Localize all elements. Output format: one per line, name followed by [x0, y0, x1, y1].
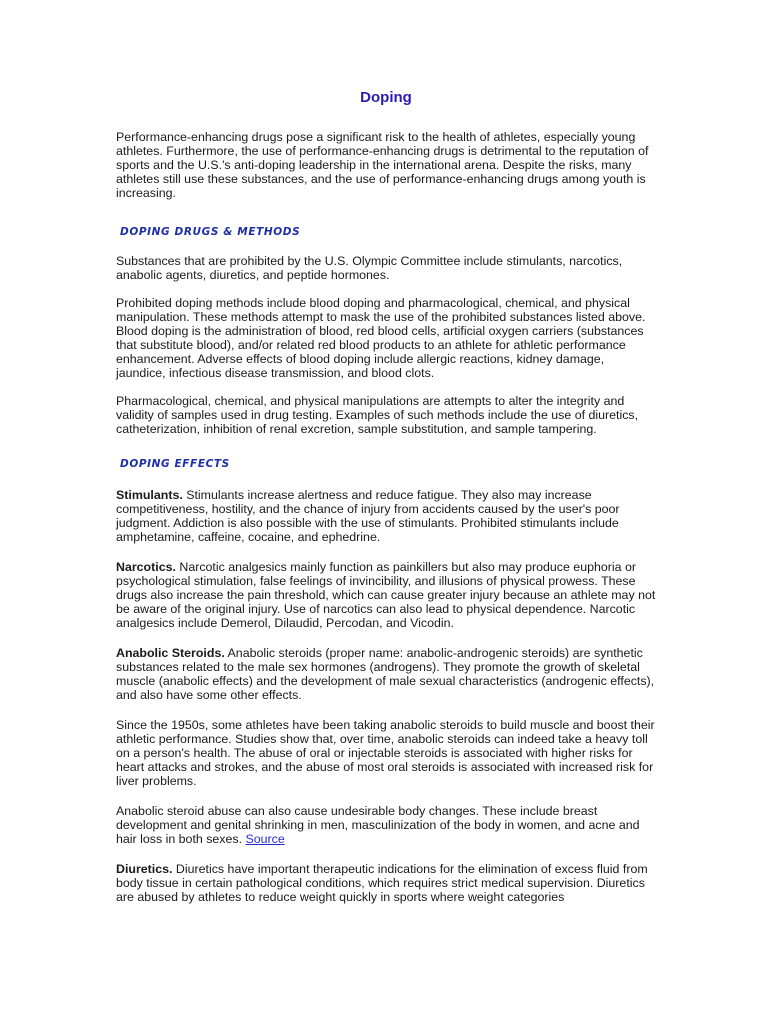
section-heading-doping-effects: DOPING EFFECTS	[120, 458, 230, 470]
stimulants-paragraph	[116, 488, 656, 544]
narcotics-lead: Narcotics.	[116, 560, 176, 574]
diuretics-lead: Diuretics.	[116, 862, 173, 876]
intro-paragraph: Performance-enhancing drugs pose a significant risk to the health of athletes, especially young athletes. Furthermore, the use of performance-enhancing drugs is detrimental to the reputation of sports and the U.S.'s anti-doping leadership in the international arena. Despite the risks, many athletes still use these substances, and the use of performance-enhancing drugs among youth is increasing.	[116, 130, 649, 200]
diuretics-paragraph	[116, 862, 656, 904]
steroids-paragraph	[116, 646, 656, 702]
steroids-history-paragraph: Since the 1950s, some athletes have been taking anabolic steroids to build muscle and boost their athletic performance. Studies show that, over time, anabolic steroids can indeed take a heavy toll on a person's health. The abuse of oral or injectable steroids is associated with higher risks for heart attacks and strokes, and the abuse of most oral steroids is associated with increased risk for liver problems.	[116, 718, 655, 788]
prohibited-substances-paragraph: Substances that are prohibited by the U.S. Olympic Committee include stimulants, narcotics, anabolic agents, diuretics, and peptide hormones.	[116, 254, 623, 282]
narcotics-paragraph	[116, 560, 656, 630]
steroids-abuse-paragraph	[116, 804, 656, 846]
manipulations-paragraph: Pharmacological, chemical, and physical manipulations are attempts to alter the integrity and validity of samples used in drug testing. Examples of such methods include the use of diuretics, catheterization, inhibition of renal excretion, sample substitution, and sample tampering.	[116, 394, 639, 436]
steroids-text: Anabolic steroids (proper name: anabolic-androgenic steroids) are synthetic substances related to the male sex hormones (androgens). They promote the growth of skeletal muscle (anabolic effects) and the development of male sexual characteristics (androgenic effects), and also have some other effects.	[116, 646, 655, 702]
steroids-lead: Anabolic Steroids.	[116, 646, 225, 660]
page-title: Doping	[360, 89, 412, 106]
section-heading-drugs-methods: DOPING DRUGS & METHODS	[120, 226, 301, 238]
document-page	[116, 88, 656, 904]
diuretics-text: Diuretics have important therapeutic indications for the elimination of excess fluid from body tissue in certain pathological conditions, which requires strict medical supervision. Diuretics are abused by athletes to reduce weight quickly in sports where weight categories	[116, 862, 648, 904]
prohibited-methods-paragraph: Prohibited doping methods include blood doping and pharmacological, chemical, and physical manipulation. These methods attempt to mask the use of the prohibited substances listed above. Blood doping is the administration of blood, red blood cells, artificial oxygen carriers (substances that substitute blood), and/or related red blood products to an athlete for athletic performance enhancement. Adverse effects of blood doping include allergic reactions, kidney damage, jaundice, infectious disease transmission, and blood clots.	[116, 296, 646, 380]
source-link[interactable]: Source	[245, 832, 285, 846]
stimulants-lead: Stimulants.	[116, 488, 183, 502]
stimulants-text: Stimulants increase alertness and reduce fatigue. They also may increase competitiveness, hostility, and the chance of injury from accidents caused by the user's poor judgment. Addiction is also possible with the use of stimulants. Prohibited stimulants include amphetamine, caffeine, cocaine, and ephedrine.	[116, 488, 620, 544]
narcotics-text: Narcotic analgesics mainly function as painkillers but also may produce euphoria or psychological stimulation, false feelings of invincibility, and illusions of physical prowess. These drugs also increase the pain threshold, which can cause greater injury because an athlete may not be aware of the original injury. Use of narcotics can also lead to physical dependence. Narcotic analgesics include Demerol, Dilaudid, Percodan, and Vicodin.	[116, 560, 656, 630]
steroids-abuse-text: Anabolic steroid abuse can also cause undesirable body changes. These include breast development and genital shrinking in men, masculinization of the body in women, and acne and hair loss in both sexes.	[116, 804, 640, 846]
